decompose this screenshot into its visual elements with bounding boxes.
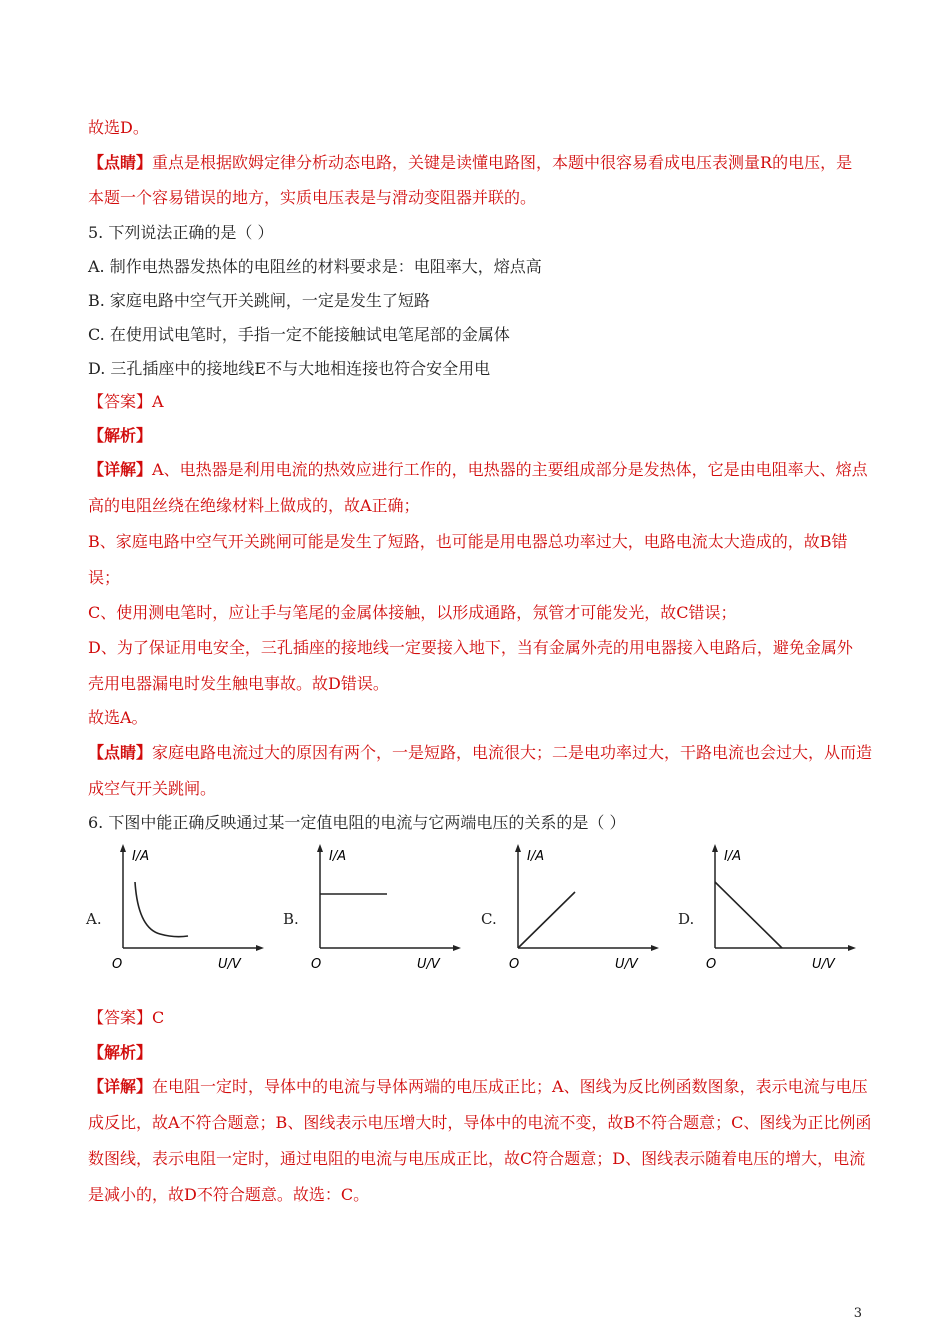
graph-d-origin: O	[706, 957, 717, 970]
graph-d-ylabel: I/A	[724, 849, 742, 864]
graph-c-xlabel: U/V	[615, 957, 638, 970]
graph-a-origin: O	[112, 957, 123, 970]
q5-option-a: A. 制作电热器发热体的电阻丝的材料要求是：电阻率大，熔点高	[88, 257, 542, 276]
q6-detail-tag: 【详解】	[88, 1077, 153, 1096]
q4-tip-line1	[88, 152, 852, 174]
q4-tip-line2: 本题一个容易错误的地方，实质电压表是与滑动变阻器并联的。	[88, 188, 537, 207]
graph-a-xlabel: U/V	[218, 957, 241, 970]
q5-option-b: B. 家庭电路中空气开关跳闸，一定是发生了短路	[88, 291, 430, 310]
q5-detail-b1: B、家庭电路中空气开关跳闸可能是发生了短路，也可能是用电器总功率过大，电路电流太大造成的，故B错	[88, 532, 848, 551]
q5-option-d: D. 三孔插座中的接地线E不与大地相连接也符合安全用电	[88, 359, 491, 378]
q6-analysis-tag: 【解析】	[88, 1043, 153, 1062]
graph-a	[108, 840, 288, 970]
q5-detail-a2: 高的电阻丝绕在绝缘材料上做成的，故A正确；	[88, 496, 420, 515]
graph-c-ylabel: I/A	[527, 849, 545, 864]
q5-option-c: C. 在使用试电笔时，手指一定不能接触试电笔尾部的金属体	[88, 325, 510, 344]
graph-d-xlabel: U/V	[812, 957, 835, 970]
q6-detail-4: 是减小的，故D不符合题意。故选：C。	[88, 1185, 370, 1204]
graph-d-label: D.	[678, 910, 695, 928]
q5-detail-a1-text: A、电热器是利用电流的热效应进行工作的，电热器的主要组成部分是发热体，它是由电阻率大、熔点	[152, 460, 868, 479]
q4-tip-text1: 重点是根据欧姆定律分析动态电路，关键是读懂电路图，本题中很容易看成电压表测量R的电压，是	[152, 153, 853, 172]
q5-answer: 【答案】A	[88, 392, 164, 411]
q5-tip-line2: 成空气开关跳闸。	[88, 779, 217, 798]
graph-a-ylabel: I/A	[132, 849, 150, 864]
q6-detail-1-text: 在电阻一定时，导体中的电流与导体两端的电压成正比；A、图线为反比例函数图象，表示电流与电压	[152, 1077, 868, 1096]
graph-d	[700, 840, 880, 970]
graph-c	[503, 840, 683, 970]
q5-conclusion: 故选A。	[88, 708, 148, 727]
q6-detail-3: 数图线，表示电阻一定时，通过电阻的电流与电压成正比，故C符合题意；D、图线表示随着电压的增大，电流	[88, 1149, 866, 1168]
q5-analysis-tag: 【解析】	[88, 426, 153, 445]
q5-detail-b2: 误；	[88, 568, 121, 587]
q6-answer: 【答案】C	[88, 1008, 165, 1027]
q6-detail-2: 成反比，故A不符合题意；B、图线表示电压增大时，导体中的电流不变，故B不符合题意；C、图线为正比例函	[88, 1113, 872, 1132]
q5-detail-tag: 【详解】	[88, 460, 153, 479]
q5-detail-d2: 壳用电器漏电时发生触电事故。故D错误。	[88, 674, 389, 693]
q5-tip-line1	[88, 742, 872, 764]
q5-tip-tag: 【点睛】	[88, 743, 153, 762]
graph-b-origin: O	[311, 957, 322, 970]
graph-b-ylabel: I/A	[329, 849, 347, 864]
q4-tip-tag: 【点睛】	[88, 153, 153, 172]
q6-detail-1	[88, 1076, 868, 1098]
q5-detail-d1: D、为了保证用电安全，三孔插座的接地线一定要接入地下，当有金属外壳的用电器接入电路后，避免金属外	[88, 638, 853, 657]
q4-conclusion: 故选D。	[88, 118, 149, 137]
graph-a-label: A.	[86, 910, 102, 928]
graph-c-origin: O	[509, 957, 520, 970]
graph-b	[305, 840, 485, 970]
q5-detail-c: C、使用测电笔时，应让手与笔尾的金属体接触，以形成通路，氖管才可能发光，故C错误；	[88, 603, 737, 622]
graph-b-label: B.	[283, 910, 299, 928]
graph-b-xlabel: U/V	[417, 957, 440, 970]
q5-detail-a1	[88, 459, 868, 481]
q5-stem: 5. 下列说法正确的是（ ）	[88, 223, 274, 242]
graph-c-label: C.	[481, 910, 497, 928]
q6-stem: 6. 下图中能正确反映通过某一定值电阻的电流与它两端电压的关系的是（ ）	[88, 813, 626, 832]
q5-tip-text1: 家庭电路电流过大的原因有两个，一是短路，电流很大；二是电功率过大，干路电流也会过大，从而造	[152, 743, 873, 762]
page-number: 3	[853, 1306, 862, 1321]
